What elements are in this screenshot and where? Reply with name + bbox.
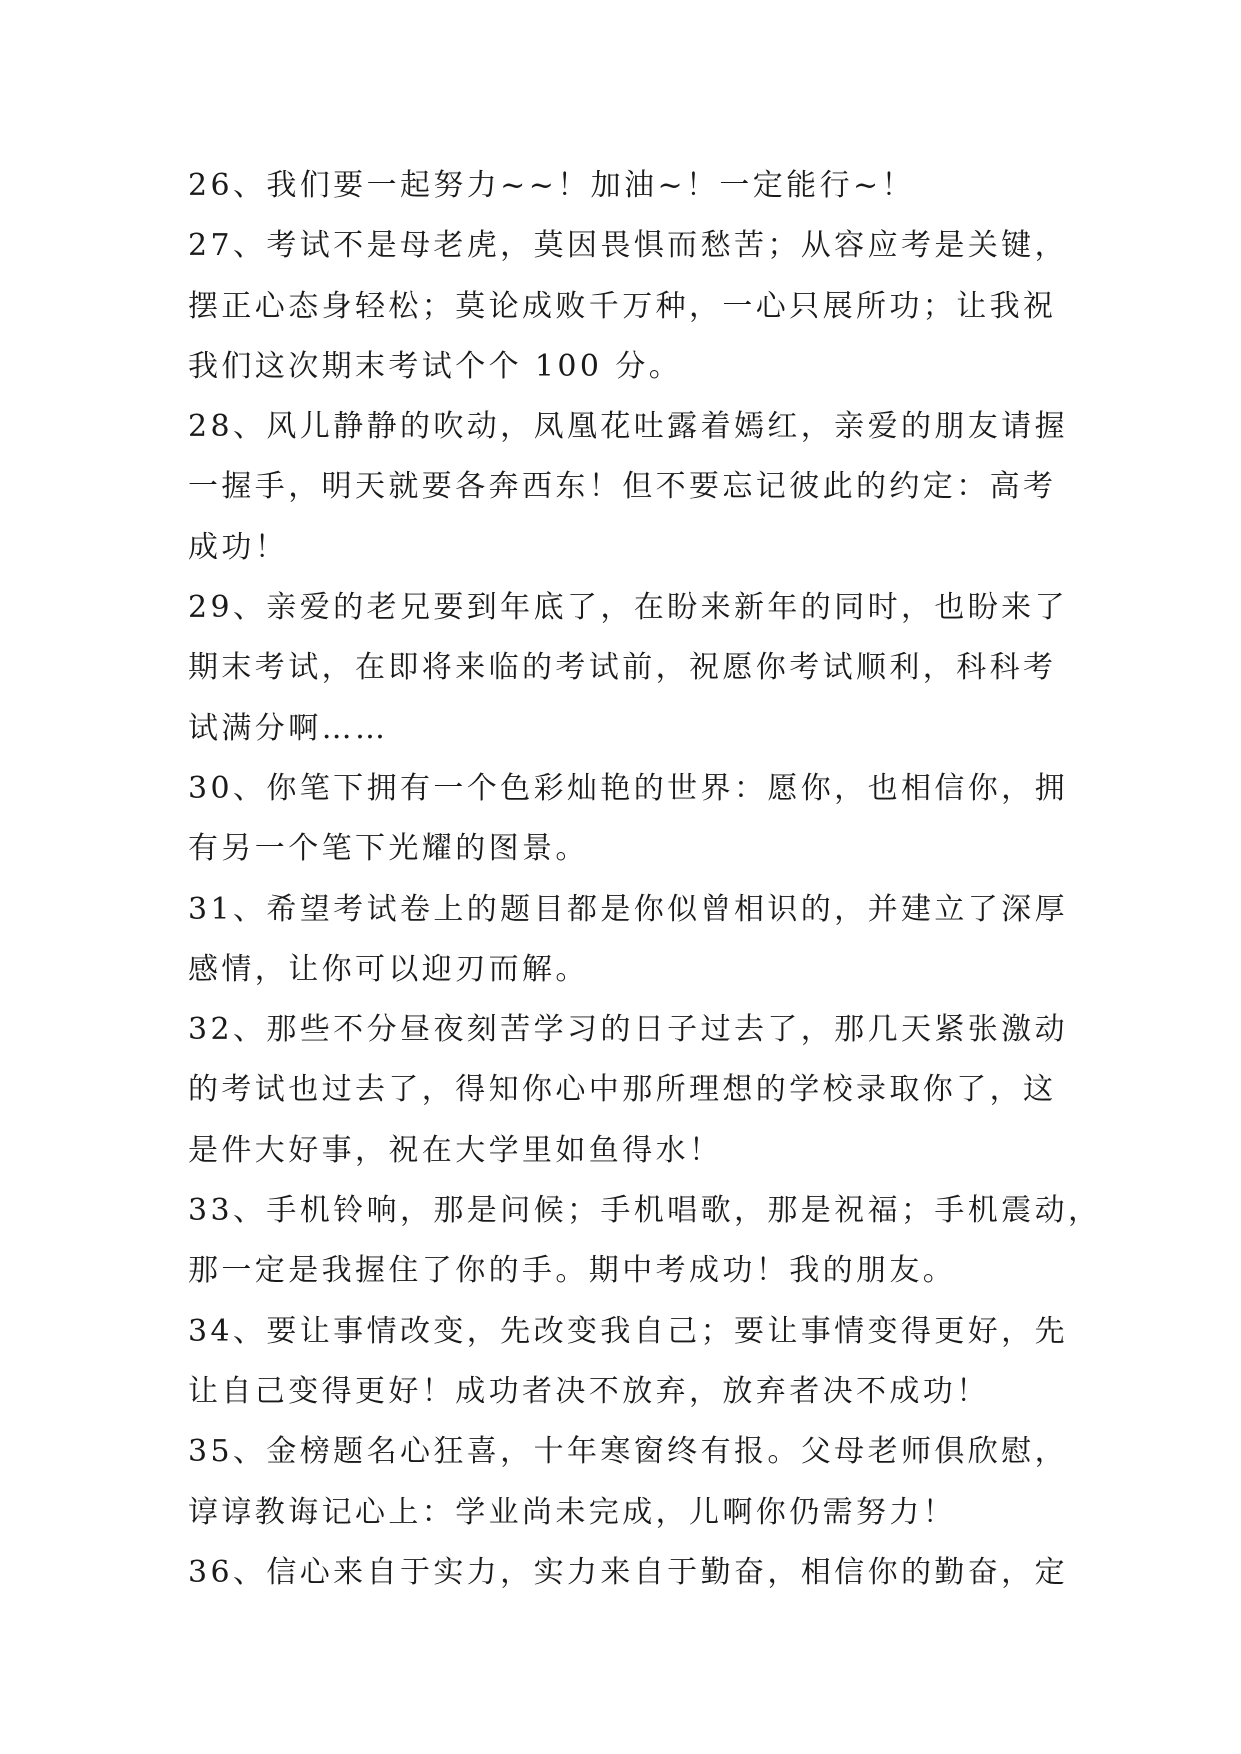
text-line: 29、亲爱的老兄要到年底了，在盼来新年的同时，也盼来了 <box>188 590 1068 626</box>
text-line: 期末考试，在即将来临的考试前，祝愿你考试顺利，科科考 <box>188 650 1057 686</box>
text-line: 31、希望考试卷上的题目都是你似曾相识的，并建立了深厚 <box>188 891 1068 927</box>
text-line: 28、风儿静静的吹动，凤凰花吐露着嫣红，亲爱的朋友请握 <box>188 409 1068 445</box>
text-line: 让自己变得更好！成功者决不放弃，放弃者决不成功！ <box>188 1373 990 1409</box>
text-line: 感情，让你可以迎刃而解。 <box>188 951 589 987</box>
text-line: 试满分啊…… <box>188 710 389 746</box>
text-line: 一握手，明天就要各奔西东！但不要忘记彼此的约定：高考 <box>188 469 1057 505</box>
text-line: 我们这次期末考试个个 100 分。 <box>188 348 683 384</box>
text-line: 27、考试不是母老虎，莫因畏惧而愁苦；从容应考是关键， <box>188 228 1068 264</box>
text-line: 的考试也过去了，得知你心中那所理想的学校录取你了，这 <box>188 1072 1057 1108</box>
text-line: 33、手机铃响，那是问候；手机唱歌，那是祝福；手机震动， <box>188 1193 1102 1229</box>
text-line: 摆正心态身轻松；莫论成败千万种，一心只展所功；让我祝 <box>188 288 1057 324</box>
text-line: 是件大好事，祝在大学里如鱼得水！ <box>188 1132 723 1168</box>
text-line: 成功！ <box>188 529 289 565</box>
text-line: 26、我们要一起努力~~！加油~！一定能行~！ <box>188 168 915 203</box>
document-body <box>188 156 1102 1603</box>
text-line: 34、要让事情改变，先改变我自己；要让事情变得更好，先 <box>188 1313 1068 1349</box>
text-line: 36、信心来自于实力，实力来自于勤奋，相信你的勤奋，定 <box>188 1554 1068 1590</box>
text-line: 32、那些不分昼夜刻苦学习的日子过去了，那几天紧张激动 <box>188 1012 1068 1048</box>
text-line: 谆谆教诲记心上：学业尚未完成，儿啊你仍需努力！ <box>188 1494 957 1530</box>
text-line: 有另一个笔下光耀的图景。 <box>188 831 589 867</box>
text-line: 那一定是我握住了你的手。期中考成功！我的朋友。 <box>188 1253 957 1289</box>
text-line: 30、你笔下拥有一个色彩灿艳的世界：愿你，也相信你，拥 <box>188 770 1068 806</box>
text-line: 35、金榜题名心狂喜，十年寒窗终有报。父母老师俱欣慰， <box>188 1434 1068 1470</box>
